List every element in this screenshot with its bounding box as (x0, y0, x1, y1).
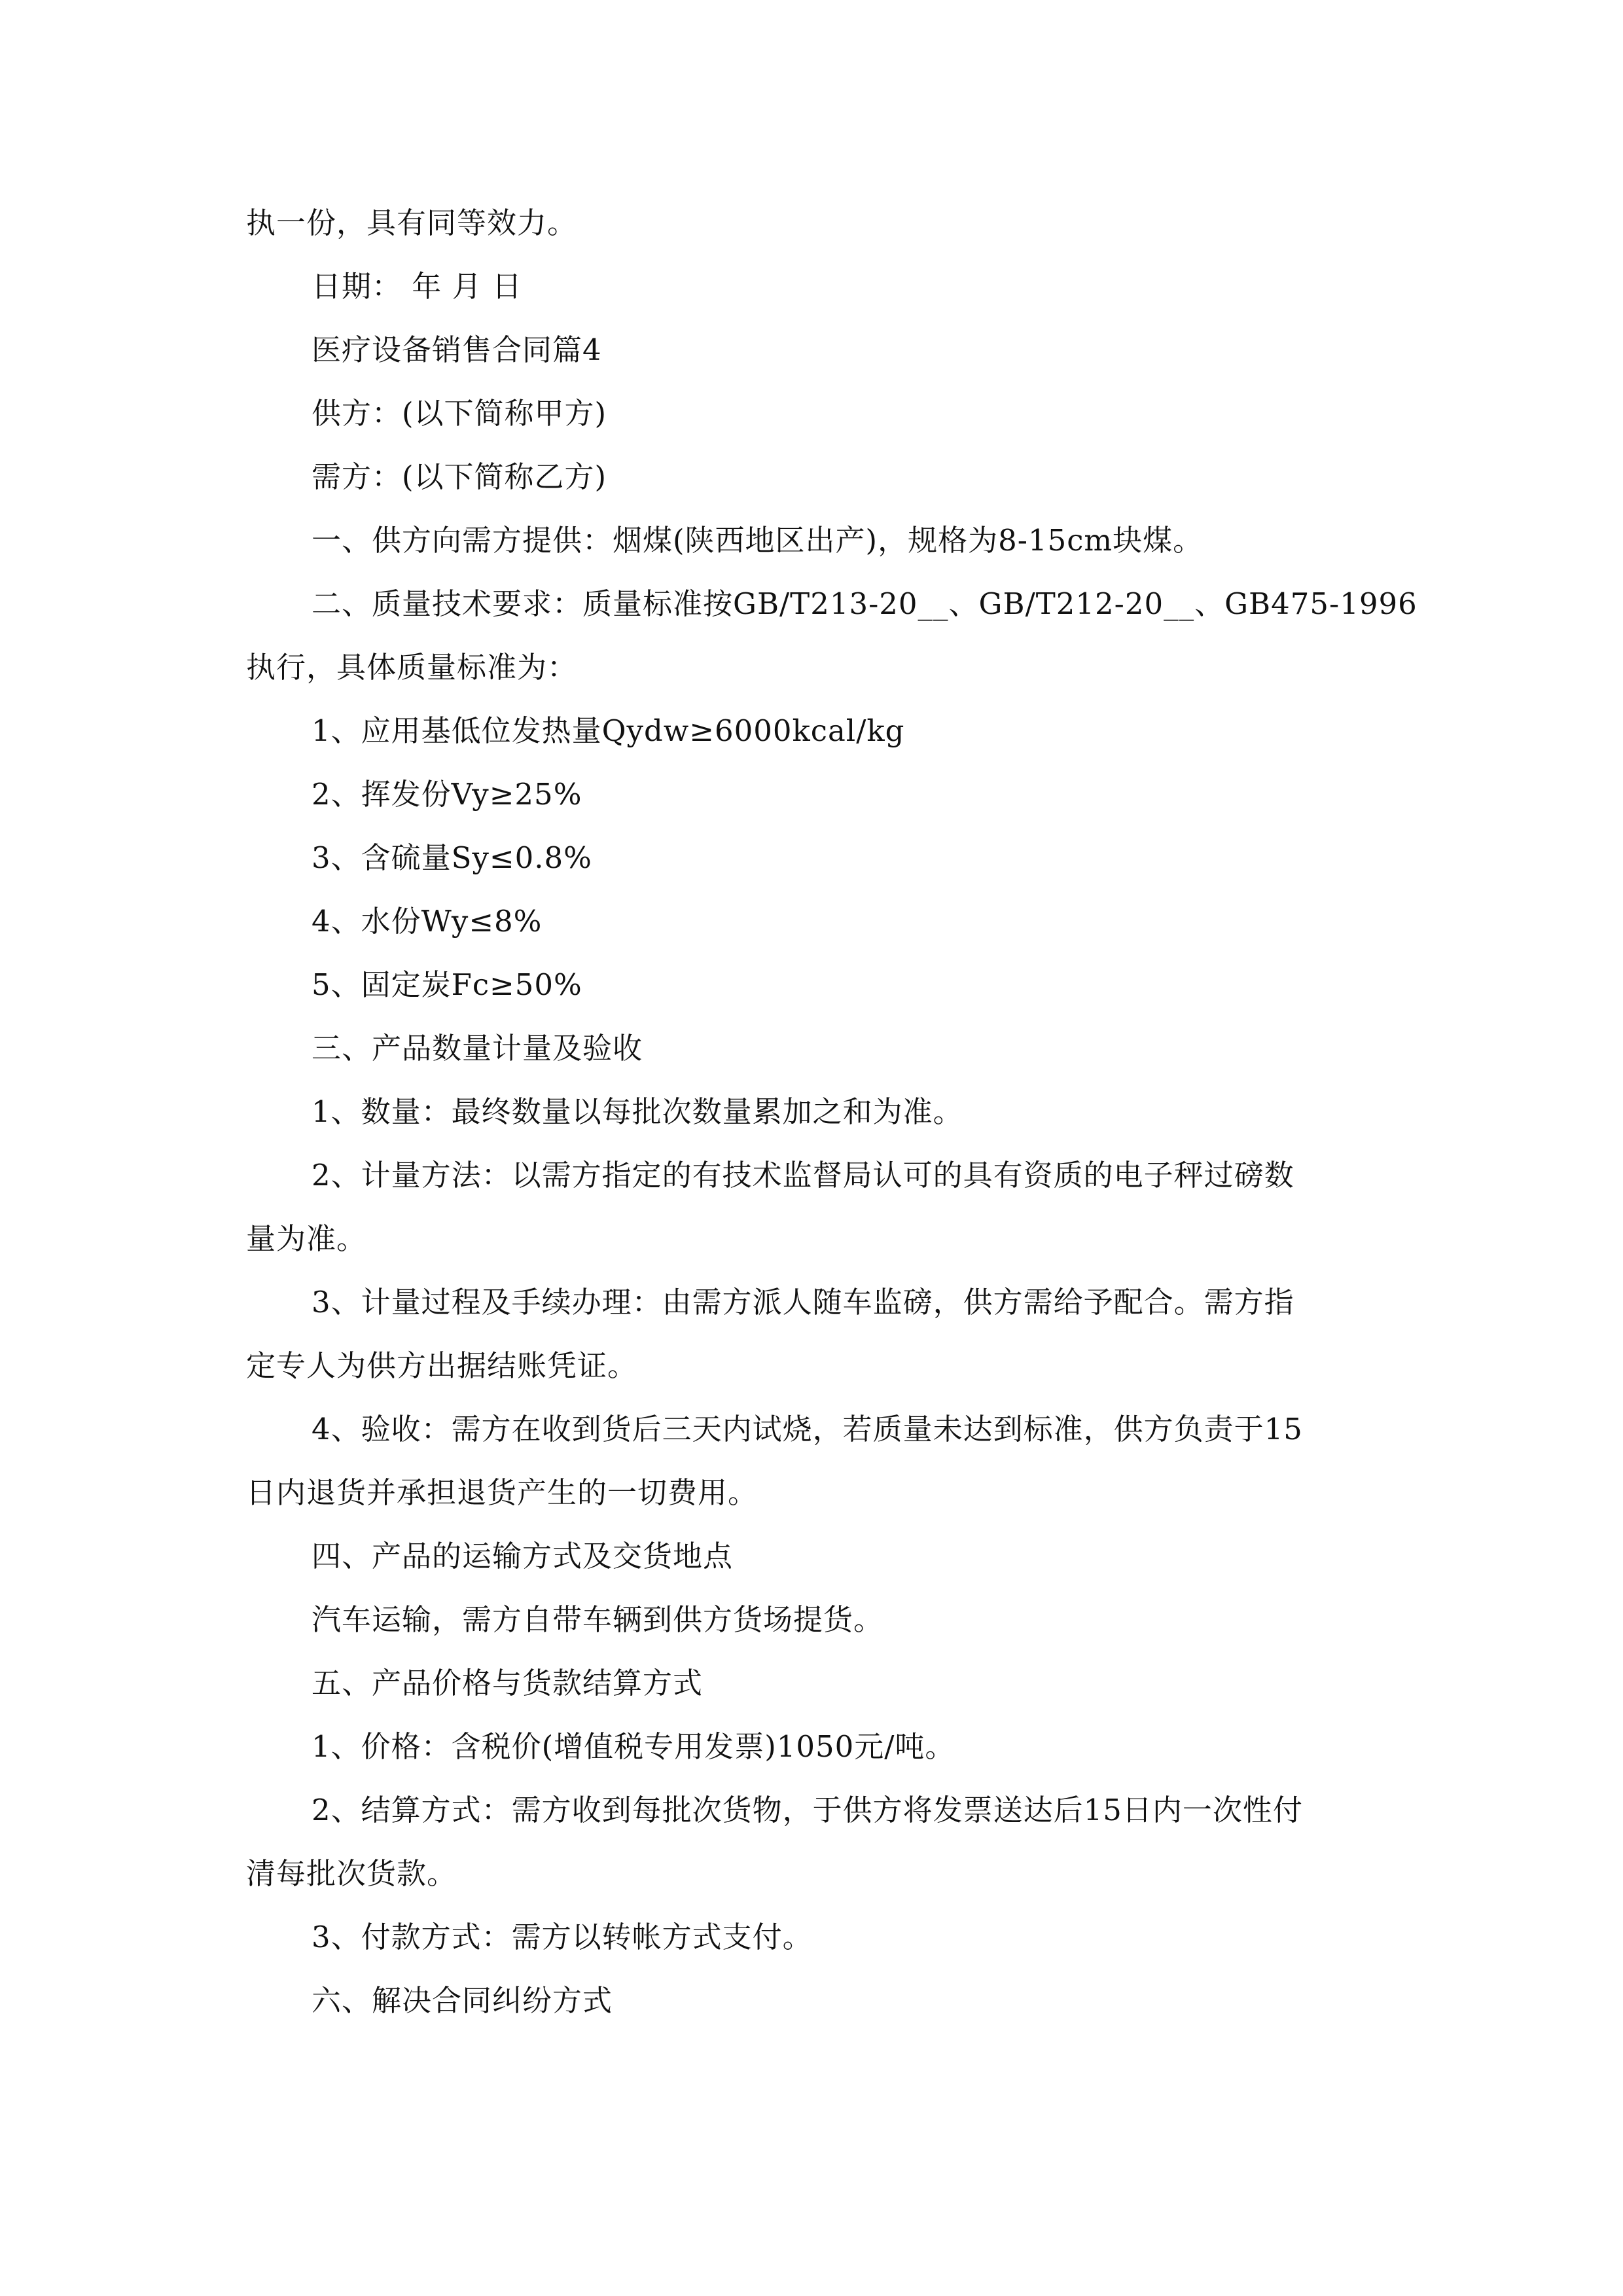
text-line: 日内退货并承担退货产生的一切费用。 (246, 1475, 758, 1510)
supplier-line: 供方：(以下简称甲方) (312, 396, 607, 431)
date-line: 日期： 年 月 日 (312, 269, 522, 304)
list-item: 4、验收：需方在收到货后三天内试烧，若质量未达到标准，供方负责于15 (312, 1412, 1303, 1446)
contract-text (246, 191, 1418, 2032)
section-heading: 一、供方向需方提供：烟煤(陕西地区出产)，规格为8-15cm块煤。 (312, 523, 1204, 558)
list-item: 1、应用基低位发热量Qydw≥6000kcal/kg (312, 713, 905, 748)
list-item: 5、固定炭Fc≥50% (312, 967, 582, 1002)
list-item: 2、计量方法：以需方指定的有技术监督局认可的具有资质的电子秤过磅数 (312, 1158, 1294, 1193)
section-heading: 三、产品数量计量及验收 (312, 1031, 643, 1066)
buyer-line: 需方：(以下简称乙方) (312, 459, 607, 494)
section-heading: 四、产品的运输方式及交货地点 (312, 1539, 734, 1573)
section-heading: 二、质量技术要求：质量标准按GB/T213-20__、GB/T212-20__、GB475-1996 (312, 586, 1418, 621)
contract-title: 医疗设备销售合同篇4 (312, 332, 602, 367)
list-item: 3、计量过程及手续办理：由需方派人随车监磅，供方需给予配合。需方指 (312, 1285, 1294, 1319)
list-item: 4、水份Wy≤8% (312, 904, 543, 939)
section-heading: 五、产品价格与货款结算方式 (312, 1666, 704, 1700)
text-line: 量为准。 (246, 1221, 367, 1256)
text-line: 执一份，具有同等效力。 (246, 206, 578, 240)
list-item: 2、挥发份Vy≥25% (312, 777, 582, 812)
list-item: 2、结算方式：需方收到每批次货物，于供方将发票送达后15日内一次性付 (312, 1793, 1303, 1827)
list-item: 3、含硫量Sy≤0.8% (312, 840, 592, 875)
list-item: 1、价格：含税价(增值税专用发票)1050元/吨。 (312, 1729, 955, 1764)
text-line: 执行，具体质量标准为： (246, 650, 578, 685)
list-item: 1、数量：最终数量以每批次数量累加之和为准。 (312, 1094, 963, 1129)
list-item: 3、付款方式：需方以转帐方式支付。 (312, 1920, 813, 1954)
section-heading: 六、解决合同纠纷方式 (312, 1983, 613, 2018)
text-line: 清每批次货款。 (246, 1856, 457, 1891)
text-line: 汽车运输，需方自带车辆到供方货场提货。 (312, 1602, 884, 1637)
text-line: 定专人为供方出据结账凭证。 (246, 1348, 638, 1383)
